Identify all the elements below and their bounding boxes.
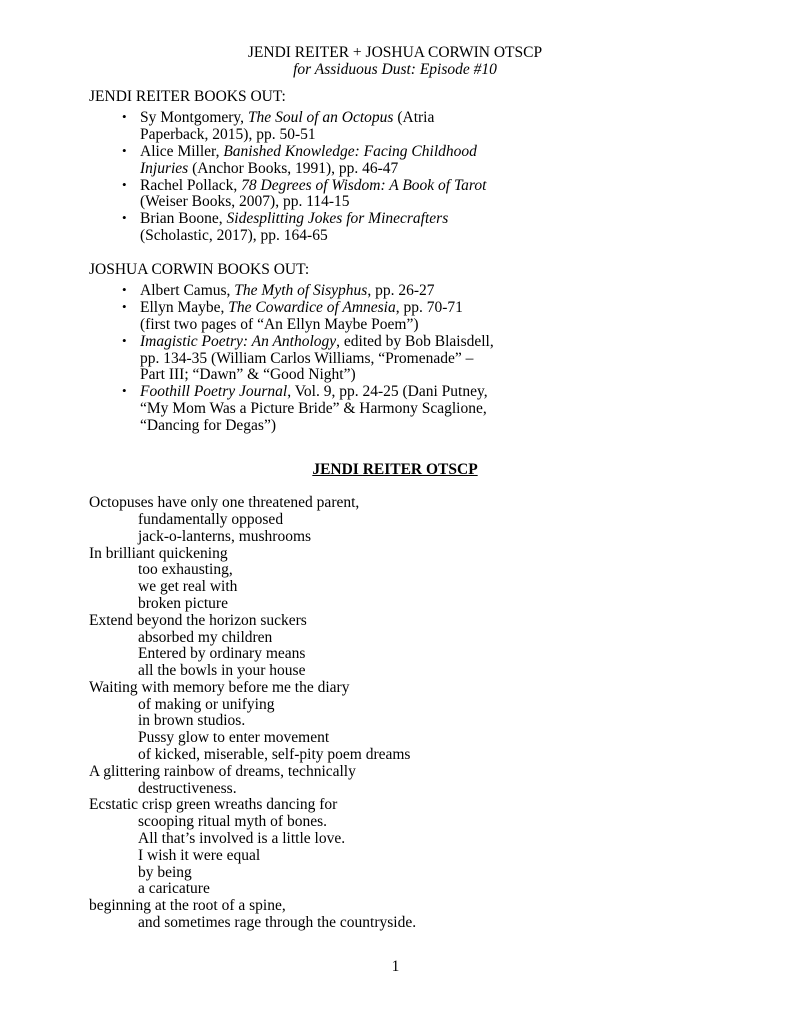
poem-line: All that’s involved is a little love. [138,830,346,848]
poem-line: all the bowls in your house [138,662,306,680]
poem-line: absorbed my children [138,628,273,646]
bullet-icon: • [122,142,127,158]
section-heading-joshua-books: JOSHUA CORWIN BOOKS OUT: [89,260,310,278]
poem-line: fundamentally opposed [138,510,284,528]
poem-line: In brilliant quickening [89,544,228,562]
book-list-item [89,384,701,434]
book-item-line: Sy Montgomery, The Soul of an Octopus (Atria [140,109,435,127]
section-heading-jendi-books: JENDI REITER BOOKS OUT: [89,87,286,105]
poem-line: Octopuses have only one threatened parent, [89,494,360,512]
book-item-line: Alice Miller, Banished Knowledge: Facing Childhood [140,142,477,160]
poem-line: Ecstatic crisp green wreaths dancing for [89,796,338,814]
poem-line: scooping ritual myth of bones. [138,813,327,831]
book-item-line: Injuries (Anchor Books, 1991), pp. 46-47 [140,159,399,177]
poem-line: of making or unifying [138,695,275,713]
bullet-icon: • [122,282,127,298]
book-item-line: Part III; “Dawn” & “Good Night”) [140,366,356,384]
poem-line: too exhausting, [138,561,233,579]
bullet-icon: • [122,210,127,226]
book-item-line: Paperback, 2015), pp. 50-51 [140,126,316,144]
poem-line: Waiting with memory before me the diary [89,678,350,696]
book-list-item [89,334,701,384]
poem-line: a caricature [138,880,210,898]
book-item-line: Rachel Pollack, 78 Degrees of Wisdom: A Book of Tarot [140,176,487,194]
book-list-item [89,110,701,144]
book-item-line: “My Mom Was a Picture Bride” & Harmony Scaglione, [140,399,487,417]
book-item-line: (Weiser Books, 2007), pp. 114-15 [140,193,350,211]
poem-line: destructiveness. [138,779,237,797]
poem-line: Pussy glow to enter movement [138,729,330,747]
bullet-icon: • [122,109,127,125]
book-list-item [89,300,701,334]
book-item-line: pp. 134-35 (William Carlos Williams, “Promenade” – [140,349,474,367]
poem-line: and sometimes rage through the countryside. [138,914,417,932]
poem-line: I wish it were equal [138,846,261,864]
bullet-icon: • [122,299,127,315]
poem-line: in brown studios. [138,712,246,730]
book-item-line: “Dancing for Degas”) [140,416,276,434]
poem-body [89,495,701,932]
book-item-line: (first two pages of “An Ellyn Maybe Poem”) [140,315,419,333]
poem-line: Entered by ordinary means [138,645,306,663]
poem-line: we get real with [138,578,238,596]
book-item-line: Imagistic Poetry: An Anthology, edited by Bob Blaisdell, [140,332,494,350]
bullet-icon: • [122,176,127,192]
joshua-books-list [89,283,701,434]
book-list-item [89,211,701,245]
poem-line: of kicked, miserable, self-pity poem dreams [138,746,411,764]
poem-line: Extend beyond the horizon suckers [89,611,307,629]
bullet-icon: • [122,383,127,399]
jendi-books-list [89,110,701,244]
document-title: JENDI REITER + JOSHUA CORWIN OTSCP [247,44,543,61]
book-list-item [89,144,701,178]
document-subtitle: for Assiduous Dust: Episode #10 [293,60,497,78]
book-list-item [89,283,701,300]
book-list-item [89,178,701,212]
poem-heading-text: JENDI REITER OTSCP [312,460,478,478]
poem-line: by being [138,863,192,881]
book-item-line: Ellyn Maybe, The Cowardice of Amnesia, pp. 70-71 [140,299,463,317]
poem-line: A glittering rainbow of dreams, technically [89,762,356,780]
book-item-line: (Scholastic, 2017), pp. 164-65 [140,226,328,244]
poem-line: jack-o-lanterns, mushrooms [138,527,312,545]
bullet-icon: • [122,332,127,348]
poem-heading [89,462,701,479]
book-item-line: Brian Boone, Sidesplitting Jokes for Minecrafters [140,210,449,228]
book-item-line: Albert Camus, The Myth of Sisyphus, pp. 26-27 [140,282,435,300]
poem-line: beginning at the root of a spine, [89,897,286,915]
page-number: 1 [391,958,400,975]
book-item-line: Foothill Poetry Journal, Vol. 9, pp. 24-25 (Dani Putney, [140,383,488,401]
poem-line: broken picture [138,594,228,612]
